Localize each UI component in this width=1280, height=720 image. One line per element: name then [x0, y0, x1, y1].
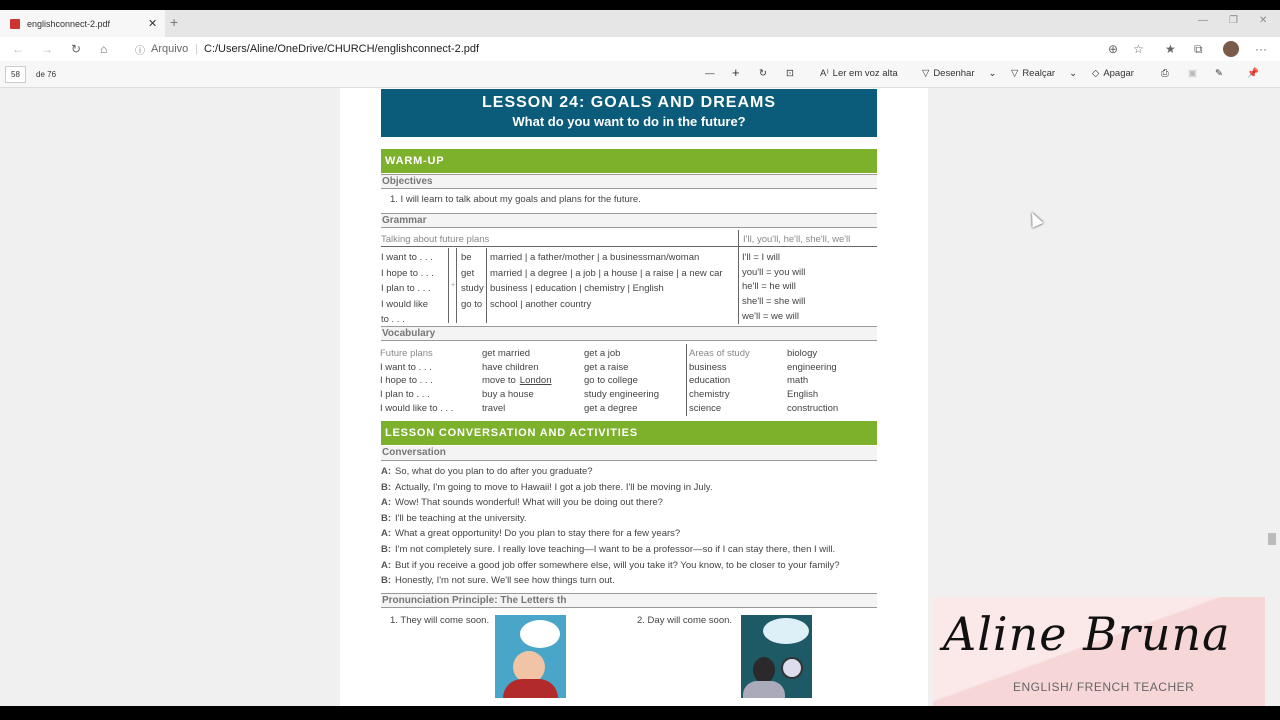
line-text: I'm not completely sure. I really love teaching—I want to be a professor—so if I can stay there, then I will. — [395, 544, 836, 555]
highlight-icon: ▽ — [1011, 68, 1019, 79]
vocab-col3-item: get a degree — [584, 402, 638, 414]
chevron-down-icon[interactable]: ⌄ — [988, 68, 997, 79]
line-text: What a great opportunity! Do you plan to stay there for a few years? — [395, 528, 681, 540]
vocabulary-heading: Vocabulary — [381, 326, 877, 341]
favorites-icon[interactable]: ★ — [1165, 42, 1176, 56]
divider — [738, 230, 739, 324]
grammar-right-heading: I'll, you'll, he'll, she'll, we'll — [743, 234, 851, 245]
lesson-conversation-heading: LESSON CONVERSATION AND ACTIVITIES — [381, 421, 877, 445]
conversation-line — [381, 560, 840, 571]
divider — [448, 248, 449, 323]
vocab-col3-item: get a job — [584, 348, 621, 359]
zoom-icon[interactable]: ⊕ — [1108, 42, 1119, 56]
speaker-label: B: — [381, 481, 392, 493]
line-text: But if you receive a good job offer somewhere else, will you take it? You know, to be closer to your family? — [395, 559, 840, 571]
objective-text: 1. I will learn to talk about my goals and plans for the future. — [390, 194, 641, 205]
speaker-label: A: — [381, 466, 392, 477]
tab-title: englishconnect-2.pdf — [27, 18, 111, 29]
favorite-star-icon[interactable]: ☆ — [1133, 42, 1144, 56]
speaker-label: A: — [381, 559, 392, 571]
speaker-label: A: — [381, 497, 392, 509]
objectives-heading: Objectives — [381, 174, 877, 189]
highlight-button[interactable] — [1011, 68, 1077, 79]
blank-answer: London — [519, 375, 552, 387]
illustration-woman-clock — [741, 615, 812, 698]
complements-item: married | a father/mother | a businessman/woman — [490, 252, 700, 263]
fit-page-icon[interactable]: ⊡ — [786, 68, 794, 79]
vocab-col4-item: chemistry — [689, 389, 730, 401]
home-icon[interactable]: ⌂ — [100, 42, 108, 56]
pronunciation-item-2: 2. Day will come soon. — [637, 615, 733, 626]
vocab-col2-item — [482, 375, 552, 386]
url-input[interactable]: C:/Users/Aline/OneDrive/CHURCH/englishconnect-2.pdf — [204, 43, 480, 55]
logo-role: ENGLISH/ FRENCH TEACHER — [1013, 680, 1195, 694]
divider — [686, 344, 687, 416]
scrollbar-thumb[interactable] — [1268, 533, 1276, 545]
starters-item: I plan to . . . — [381, 283, 431, 294]
verbs-item: be — [461, 252, 472, 263]
zoom-out-icon[interactable]: — — [705, 68, 715, 79]
pdf-page — [340, 88, 928, 706]
conversation-line — [381, 497, 663, 508]
pin-icon[interactable]: 📌 — [1247, 68, 1259, 79]
verbs-item: study — [461, 283, 484, 294]
watermark-logo — [933, 597, 1265, 706]
speaker-label: B: — [381, 575, 392, 587]
vocab-col1-item: I would like to . . . — [380, 402, 454, 414]
divider — [486, 248, 487, 323]
verbs-item: get — [461, 267, 475, 279]
read-aloud-icon: A⁾ — [820, 68, 829, 79]
contractions-item: you'll = you will — [742, 266, 806, 278]
contractions-item: I'll = I will — [742, 252, 780, 263]
starters-item: I want to . . . — [381, 252, 433, 263]
zoom-in-icon[interactable]: + — [732, 65, 740, 80]
starters-item: I hope to . . . — [381, 267, 434, 279]
conversation-line — [381, 575, 615, 586]
plus-sign: + — [451, 282, 456, 289]
clock-icon — [781, 657, 803, 679]
vocab-text: move to — [482, 375, 516, 387]
starters-item: I would like — [381, 298, 428, 310]
close-tab-icon[interactable]: ✕ — [148, 18, 158, 30]
vocab-col5-item: biology — [787, 348, 818, 359]
line-text: I'll be teaching at the university. — [395, 512, 527, 524]
vocab-col4-item: education — [689, 375, 731, 387]
refresh-icon[interactable]: ↻ — [71, 42, 82, 56]
complements-item: school | another country — [490, 298, 592, 310]
avatar[interactable] — [1223, 41, 1239, 57]
divider: | — [195, 43, 198, 55]
vocab-col4-item: science — [689, 402, 722, 414]
tab-bar — [0, 10, 1280, 37]
line-text: Wow! That sounds wonderful! What will you be doing out there? — [395, 497, 663, 509]
save-icon[interactable]: ▣ — [1188, 68, 1197, 79]
speaker-label: B: — [381, 544, 392, 555]
vocab-col5-item: math — [787, 375, 809, 387]
conversation-line — [381, 482, 712, 493]
illustration-man-thinking — [495, 615, 566, 698]
divider — [456, 248, 457, 323]
vocab-col2-item: get married — [482, 348, 531, 359]
eraser-icon: ◇ — [1092, 68, 1100, 79]
line-text: Actually, I'm going to move to Hawaii! I got a job there. I'll be moving in July. — [395, 481, 713, 493]
collections-icon[interactable]: ⧉ — [1194, 41, 1203, 56]
vocab-col1-item: I hope to . . . — [380, 375, 433, 387]
read-aloud-label: Ler em voz alta — [832, 68, 898, 79]
address-label: Arquivo — [151, 43, 189, 55]
address-bar — [0, 37, 1280, 61]
conversation-line — [381, 544, 835, 555]
vocab-col2-item: travel — [482, 402, 506, 414]
erase-button[interactable] — [1092, 68, 1134, 79]
info-icon: ⓘ — [135, 45, 145, 57]
contractions-item: he'll = he will — [742, 281, 796, 293]
vocab-col4-item: business — [689, 361, 727, 373]
conversation-line — [381, 466, 593, 477]
speaker-label: B: — [381, 512, 392, 524]
page-number-input[interactable]: 58 — [5, 66, 26, 83]
pronunciation-item-1: 1. They will come soon. — [390, 615, 490, 626]
line-text: Honestly, I'm not sure. We'll see how things turn out. — [395, 575, 615, 587]
rotate-icon[interactable]: ↻ — [759, 68, 767, 79]
grammar-left-heading: Talking about future plans — [381, 234, 490, 245]
contractions-item: we'll = we will — [742, 310, 799, 322]
logo-name: Aline Bruna — [943, 607, 1231, 661]
verbs-item: go to — [461, 298, 483, 310]
vocab-col5-item: English — [787, 389, 819, 401]
vocab-col3-item: go to college — [584, 375, 638, 387]
lesson-title: LESSON 24: GOALS AND DREAMS — [482, 94, 776, 111]
draw-icon: ▽ — [922, 68, 930, 79]
vocab-col4-item: Areas of study — [689, 348, 750, 359]
pdf-toolbar — [0, 61, 1280, 88]
pdf-icon — [10, 19, 20, 29]
vocab-col2-item: buy a house — [482, 389, 534, 401]
forward-icon[interactable]: → — [41, 42, 53, 56]
minimize-icon[interactable]: — — [1198, 15, 1208, 26]
save-as-icon[interactable]: ✎ — [1215, 68, 1223, 79]
more-icon[interactable]: ··· — [1255, 42, 1267, 56]
page-total: de 76 — [36, 70, 57, 79]
vocab-col3-item: study engineering — [584, 389, 659, 401]
vocab-col1-item: Future plans — [380, 348, 433, 359]
highlight-label: Realçar — [1022, 68, 1056, 79]
speaker-label: A: — [381, 528, 392, 540]
line-text: So, what do you plan to do after you graduate? — [395, 466, 593, 477]
new-tab-icon[interactable]: + — [170, 14, 179, 30]
tab-pdf[interactable] — [0, 10, 165, 37]
vocab-col3-item: get a raise — [584, 361, 629, 373]
pronunciation-heading: Pronunciation Principle: The Letters th — [381, 593, 877, 608]
draw-button[interactable] — [922, 68, 996, 79]
complements-item: married | a degree | a job | a house | a raise | a new car — [490, 267, 723, 279]
grammar-heading: Grammar — [381, 213, 877, 228]
vocab-col1-item: I plan to . . . — [380, 389, 430, 401]
restore-icon[interactable]: ❐ — [1229, 15, 1238, 26]
conversation-line — [381, 513, 527, 524]
warmup-heading: WARM-UP — [381, 149, 877, 173]
erase-label: Apagar — [1103, 68, 1134, 79]
starters-item: to . . . — [381, 314, 405, 325]
vocab-col5-item: construction — [787, 402, 839, 414]
print-icon[interactable]: ⎙ — [1161, 68, 1169, 79]
read-aloud-button[interactable] — [820, 68, 898, 79]
vocab-col1-item: I want to . . . — [380, 361, 432, 373]
close-window-icon[interactable]: ✕ — [1259, 15, 1268, 26]
conversation-line — [381, 528, 680, 539]
contractions-item: she'll = she will — [742, 296, 806, 308]
draw-label: Desenhar — [933, 68, 975, 79]
vocab-col2-item: have children — [482, 361, 539, 373]
back-icon[interactable]: ← — [12, 42, 24, 56]
complements-item: business | education | chemistry | English — [490, 283, 664, 294]
grammar-subheaders — [381, 232, 877, 247]
vocab-col5-item: engineering — [787, 361, 837, 373]
lesson-subtitle: What do you want to do in the future? — [512, 114, 746, 129]
lesson-header — [381, 89, 877, 137]
conversation-heading: Conversation — [381, 446, 877, 461]
chevron-down-icon[interactable]: ⌄ — [1069, 68, 1078, 79]
